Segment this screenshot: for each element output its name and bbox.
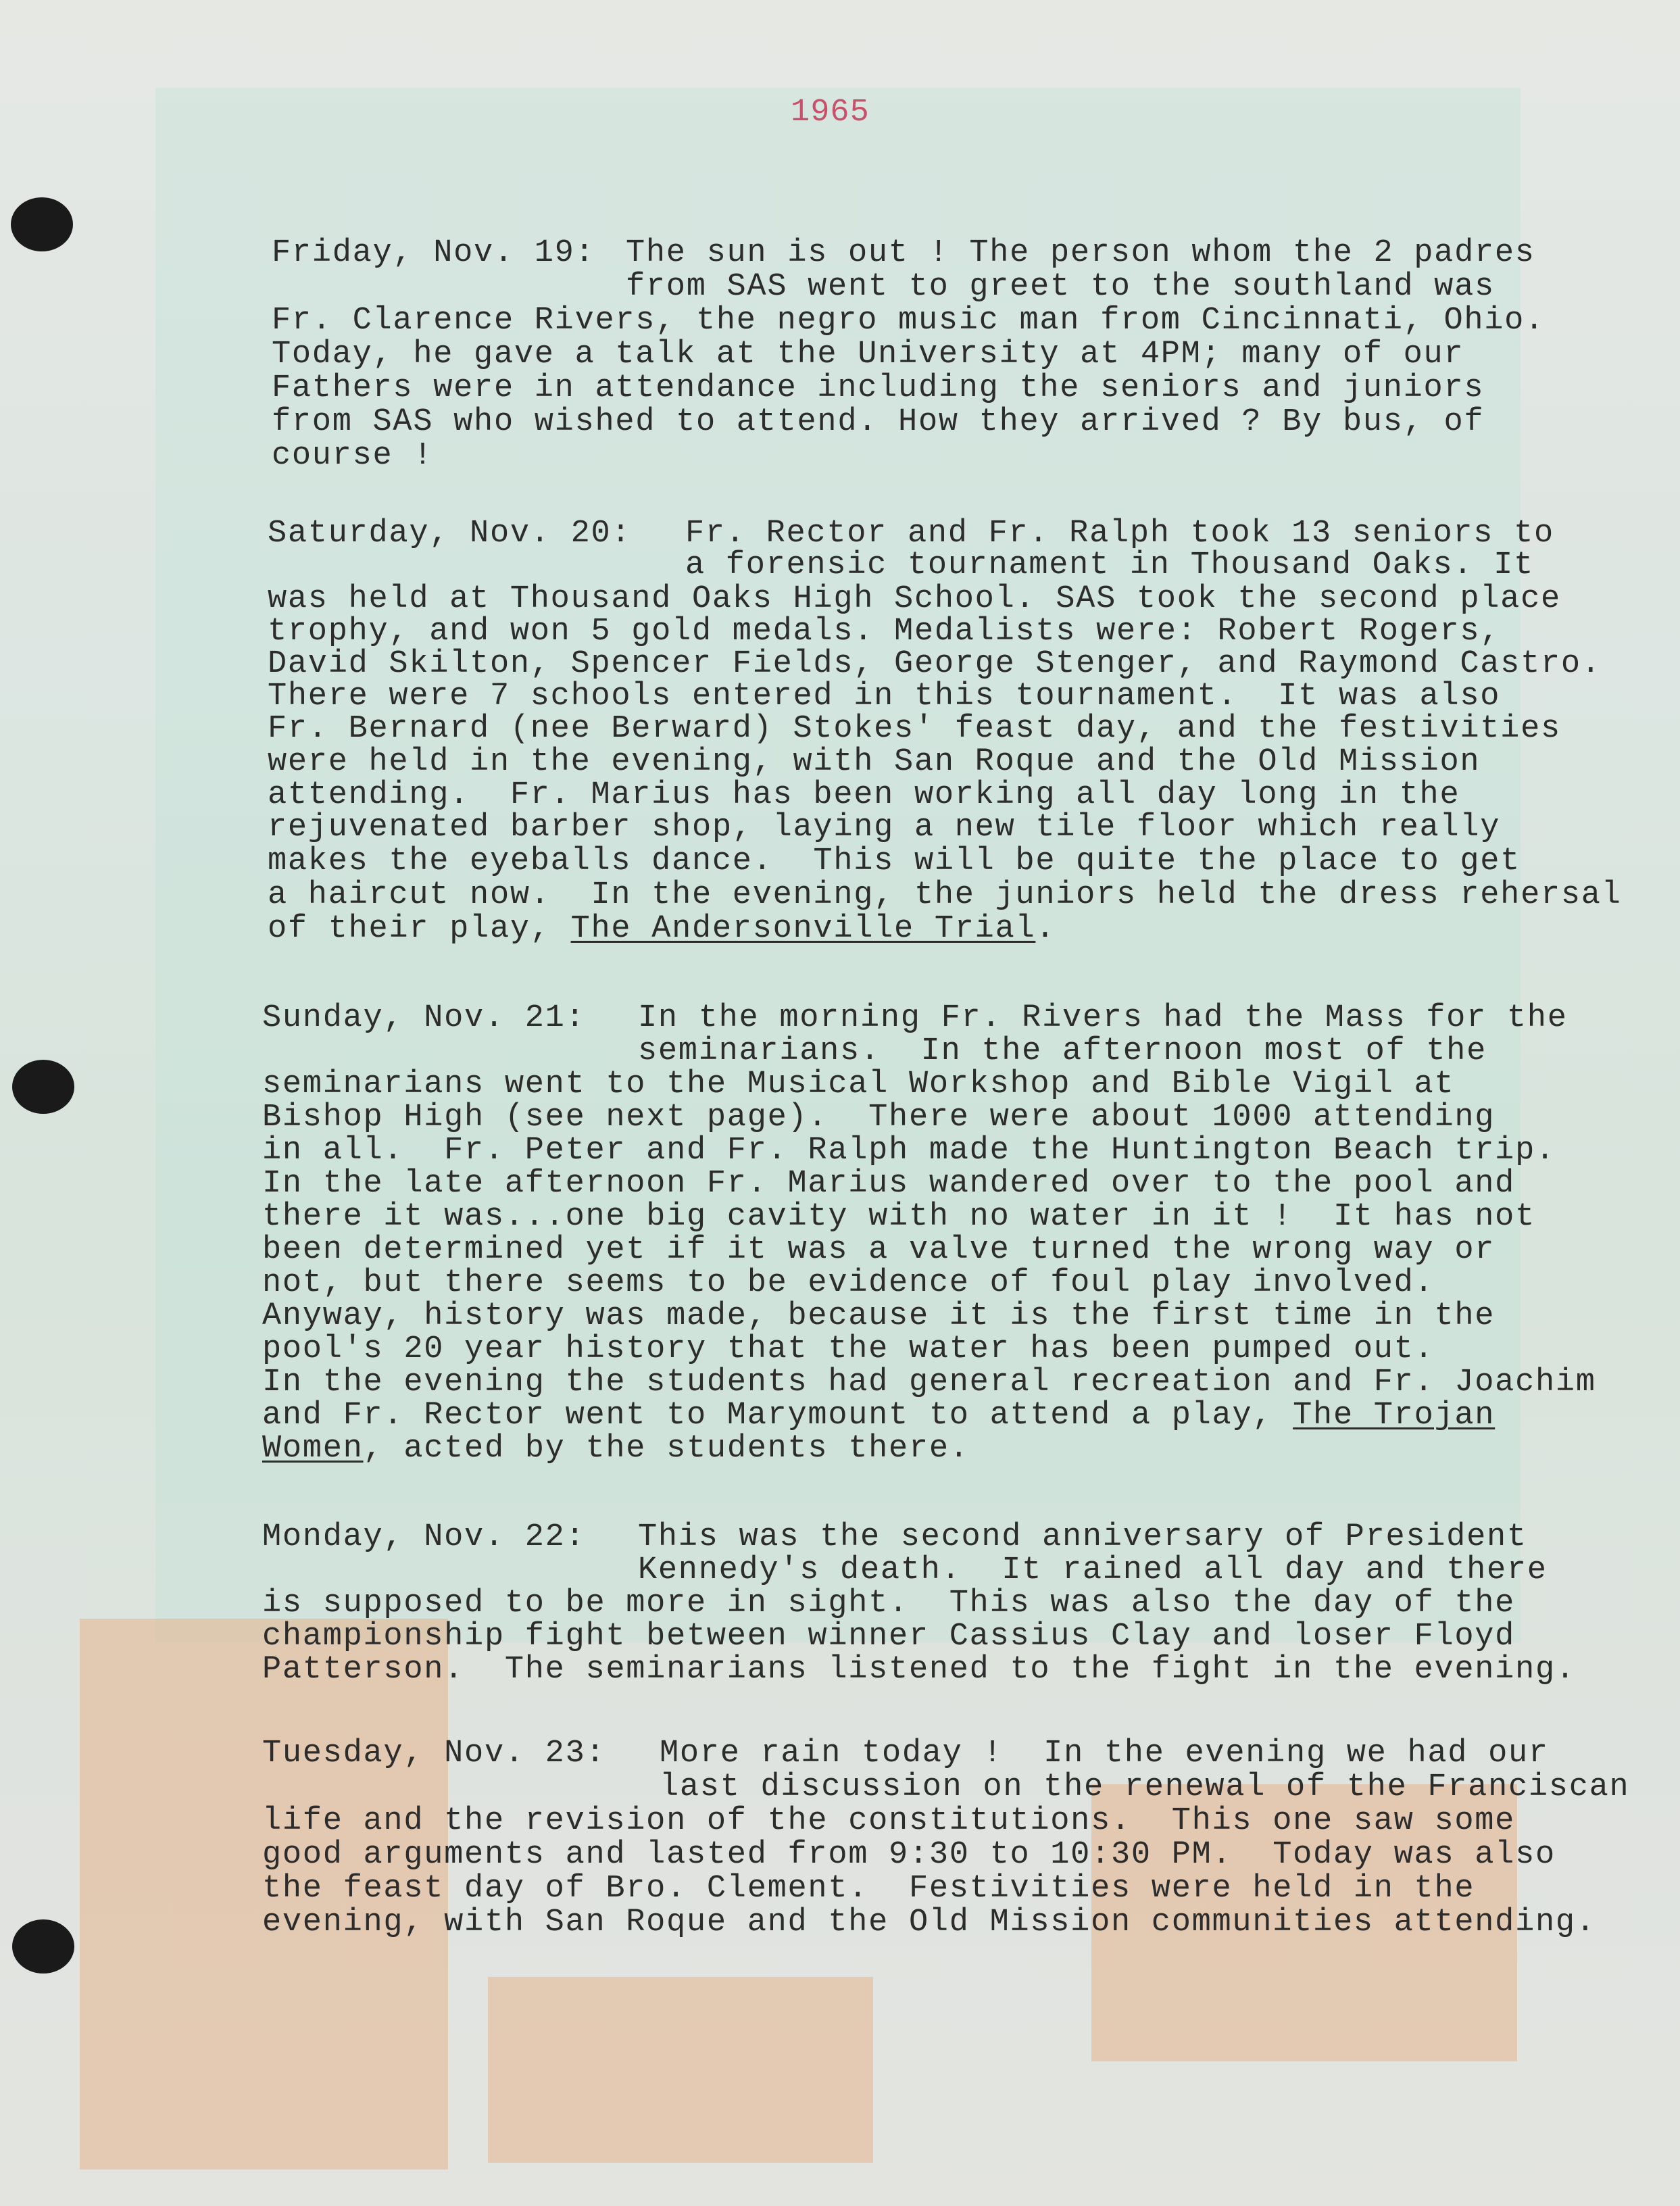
entry-line: evening, with San Roque and the Old Mission communities attending. bbox=[262, 1905, 1596, 1940]
entry-line: the feast day of Bro. Clement. Festivities were held in the bbox=[262, 1871, 1475, 1907]
entry-line: course ! bbox=[272, 438, 434, 474]
entry-line: in all. Fr. Peter and Fr. Ralph made the Huntington Beach trip. bbox=[262, 1133, 1556, 1169]
entry-line: last discussion on the renewal of the Franciscan bbox=[660, 1769, 1630, 1805]
entry-line: Patterson. The seminarians listened to the fight in the evening. bbox=[262, 1652, 1576, 1688]
punch-hole bbox=[12, 1919, 74, 1974]
entry-heading: Tuesday, Nov. 23: bbox=[262, 1736, 606, 1771]
entry-line: This was the second anniversary of President bbox=[638, 1519, 1527, 1555]
entry-line: a haircut now. In the evening, the juniors held the dress rehersal bbox=[268, 877, 1622, 913]
entry-text: and Fr. Rector went to Marymount to attend a play, bbox=[262, 1398, 1293, 1433]
entry-line: life and the revision of the constitutions. This one saw some bbox=[262, 1803, 1516, 1839]
entry-line: makes the eyeballs dance. This will be quite the place to get bbox=[268, 843, 1521, 879]
entry-line: pool's 20 year history that the water has been pumped out. bbox=[262, 1331, 1435, 1367]
entry-line: were held in the evening, with San Roque and the Old Mission bbox=[268, 744, 1481, 780]
entry-line: seminarians went to the Musical Workshop and Bible Vigil at bbox=[262, 1067, 1455, 1102]
entry-line: In the evening the students had general recreation and Fr. Joachim bbox=[262, 1365, 1596, 1400]
entry-line: Fr. Bernard (nee Berward) Stokes' feast day, and the festivities bbox=[268, 711, 1561, 747]
play-title: Women bbox=[262, 1431, 364, 1467]
entry-text: , acted by the students there. bbox=[363, 1431, 970, 1467]
entry-line: Fr. Clarence Rivers, the negro music man from Cincinnati, Ohio. bbox=[272, 303, 1545, 339]
entry-line: The sun is out ! The person whom the 2 padres bbox=[626, 235, 1535, 271]
entry-text: . bbox=[1035, 911, 1056, 947]
play-title: The Trojan bbox=[1293, 1398, 1496, 1433]
entry-line: Anyway, history was made, because it is the first time in the bbox=[262, 1298, 1496, 1334]
entry-line bbox=[262, 1399, 1495, 1433]
entry-line: In the morning Fr. Rivers had the Mass for the bbox=[638, 1000, 1568, 1036]
entry-line: seminarians. In the afternoon most of the bbox=[638, 1033, 1487, 1069]
entry-line bbox=[262, 1432, 970, 1466]
entry-heading: Monday, Nov. 22: bbox=[262, 1519, 586, 1555]
punch-hole bbox=[11, 197, 73, 251]
entry-line: not, but there seems to be evidence of foul play involved. bbox=[262, 1265, 1435, 1301]
entry-line: trophy, and won 5 gold medals. Medalists were: Robert Rogers, bbox=[268, 614, 1501, 649]
entry-line: Kennedy's death. It rained all day and there bbox=[638, 1552, 1548, 1588]
entry-line: been determined yet if it was a valve turned the wrong way or bbox=[262, 1232, 1496, 1268]
entry-line: Fr. Rector and Fr. Ralph took 13 seniors to bbox=[685, 516, 1554, 552]
entry-line: In the late afternoon Fr. Marius wandered over to the pool and bbox=[262, 1166, 1516, 1202]
entry-line: from SAS went to greet to the southland was bbox=[626, 269, 1495, 305]
entry-line: There were 7 schools entered in this tournament. It was also bbox=[268, 679, 1501, 714]
punch-hole bbox=[12, 1060, 74, 1114]
entry-line: championship fight between winner Cassius Clay and loser Floyd bbox=[262, 1619, 1516, 1654]
entry-line: a forensic tournament in Thousand Oaks. It bbox=[685, 547, 1534, 583]
entry-line: attending. Fr. Marius has been working all day long in the bbox=[268, 777, 1460, 813]
entry-line bbox=[268, 912, 1056, 946]
entry-line: More rain today ! In the evening we had our bbox=[660, 1736, 1549, 1771]
entry-line: Bishop High (see next page). There were about 1000 attending bbox=[262, 1100, 1496, 1135]
entry-line: there it was...one big cavity with no water in it ! It has not bbox=[262, 1199, 1535, 1235]
play-title: The Andersonville Trial bbox=[570, 911, 1036, 947]
entry-line: Today, he gave a talk at the University at 4PM; many of our bbox=[272, 337, 1464, 372]
entry-line: was held at Thousand Oaks High School. SAS took the second place bbox=[268, 581, 1561, 617]
entry-line: Fathers were in attendance including the seniors and juniors bbox=[272, 370, 1485, 406]
entry-heading: Saturday, Nov. 20: bbox=[268, 516, 632, 552]
entry-line: good arguments and lasted from 9:30 to 10:30 PM. Today was also bbox=[262, 1837, 1556, 1873]
tape-stain bbox=[488, 1977, 873, 2163]
entry-line: David Skilton, Spencer Fields, George Stenger, and Raymond Castro. bbox=[268, 646, 1602, 682]
entry-heading: Sunday, Nov. 21: bbox=[262, 1000, 586, 1036]
entry-line: rejuvenated barber shop, laying a new tile floor which really bbox=[268, 810, 1501, 845]
entry-text: of their play, bbox=[268, 911, 571, 947]
entry-heading: Friday, Nov. 19: bbox=[272, 235, 595, 271]
page-year: 1965 bbox=[791, 95, 870, 130]
entry-line: from SAS who wished to attend. How they arrived ? By bus, of bbox=[272, 404, 1485, 440]
entry-line: is supposed to be more in sight. This was also the day of the bbox=[262, 1586, 1516, 1621]
